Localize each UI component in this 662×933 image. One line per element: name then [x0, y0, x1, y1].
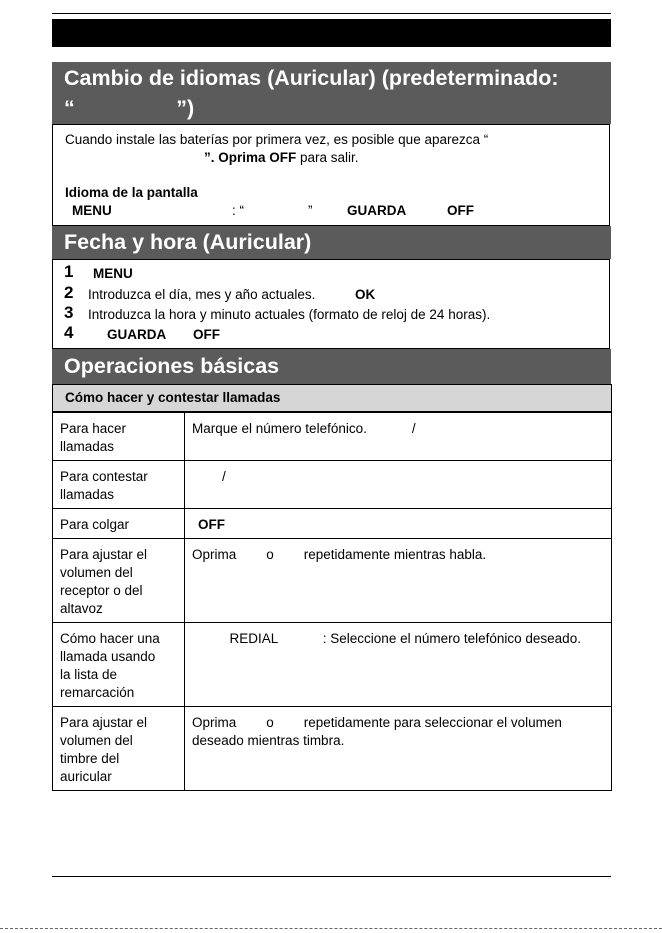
off-key-label: OFF [447, 203, 474, 218]
step-number: 4 [64, 323, 74, 342]
table-cell-desc: Marque el número telefónico. / [185, 413, 612, 461]
display-language-label: Idioma de la pantalla [65, 185, 198, 200]
table-cell-desc: Oprima o repetidamente para seleccionar el volumen deseado mientras timbra. [185, 707, 612, 791]
step-number: 3 [64, 303, 74, 322]
table-cell-label: Para contestar llamadas [53, 461, 185, 509]
language-title-line2: “ ”) [64, 96, 195, 120]
calls-subheading: Cómo hacer y contestar llamadas [52, 384, 612, 412]
language-body-line2 [204, 150, 359, 165]
table-cell-desc: / [185, 461, 612, 509]
off-key-label: OFF [269, 150, 297, 165]
table-row [53, 539, 612, 623]
step-text: Introduzca el día, mes y año actuales. [88, 287, 316, 302]
table-row [53, 413, 612, 461]
table-row [53, 509, 612, 539]
language-body-line1: Cuando instale las baterías por primera vez, es posible que aparezca “ [65, 132, 489, 147]
language-body-line2-a: ”. Oprima [204, 150, 270, 165]
step-text: Introduzca la hora y minuto actuales (formato de reloj de 24 horas). [88, 307, 491, 322]
menu-key-label: MENU [72, 203, 112, 218]
table-cell-label: Para colgar [53, 509, 185, 539]
table-cell-label: Para hacer llamadas [53, 413, 185, 461]
table-row [53, 707, 612, 791]
off-key-label: OFF [193, 327, 220, 342]
save-key-label: GUARDA [107, 327, 167, 342]
table-cell-label: Cómo hacer una llamada usando la lista de remarcación [53, 623, 185, 707]
table-cell-desc: Oprima o repetidamente mientras habla. [185, 539, 612, 623]
top-rule [52, 13, 611, 14]
bottom-rule [52, 876, 611, 877]
language-title-line1: Cambio de idiomas (Auricular) (predeterminado: [64, 66, 559, 90]
step-number: 2 [64, 283, 74, 302]
table-cell-desc: REDIAL : Seleccione el número telefónico deseado. [185, 623, 612, 707]
header-bar [52, 19, 611, 47]
table-cell-desc [185, 509, 612, 539]
operations-table [52, 412, 612, 791]
datetime-title: Fecha y hora (Auricular) [64, 230, 312, 254]
table-cell-label: Para ajustar el volumen del timbre del auricular [53, 707, 185, 791]
section-title-basic [52, 349, 611, 384]
page-cut-line [0, 928, 662, 929]
language-body-line2-b: para salir. [296, 150, 359, 165]
basic-title: Operaciones básicas [64, 354, 280, 378]
table-row [53, 623, 612, 707]
language-quote-close: ” [308, 203, 313, 218]
save-key-label: GUARDA [347, 203, 407, 218]
table-cell-label: Para ajustar el volumen del receptor o del altavoz [53, 539, 185, 623]
off-key-label: OFF [198, 517, 225, 532]
step-number: 1 [64, 262, 74, 281]
language-quote-open: : “ [232, 203, 244, 218]
section-title-datetime [52, 226, 611, 259]
menu-key-label: MENU [93, 266, 133, 281]
table-row [53, 461, 612, 509]
section-title-language [52, 62, 611, 124]
ok-key-label: OK [355, 287, 376, 302]
